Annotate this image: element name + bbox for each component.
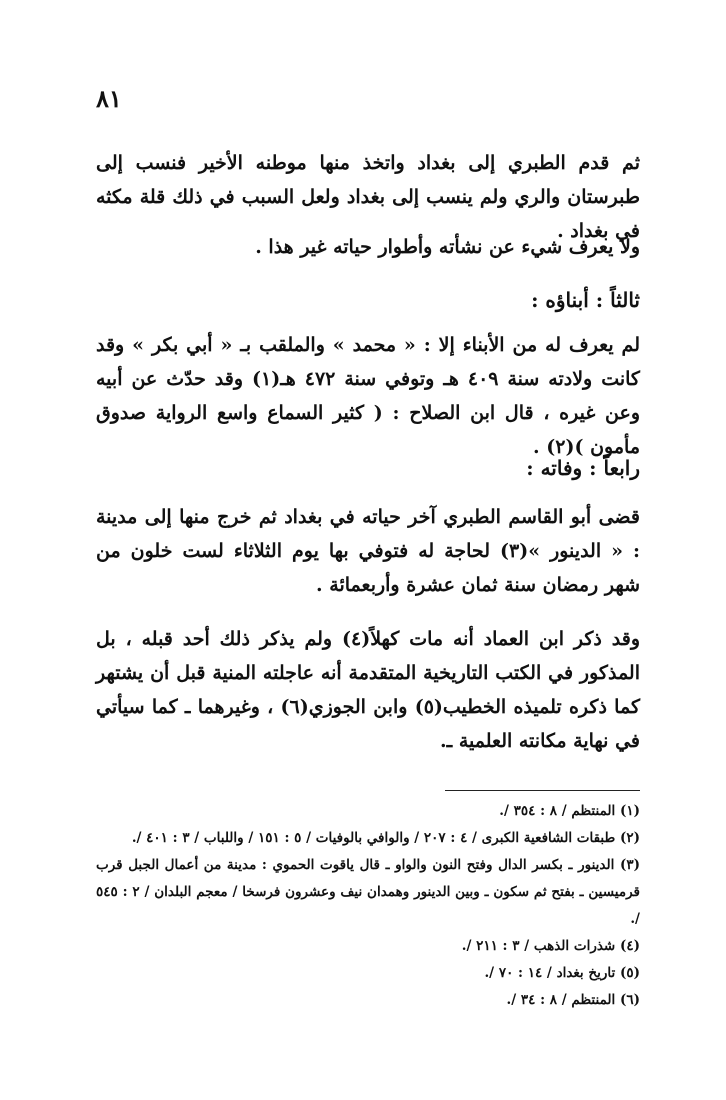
page-number: ٨١: [96, 84, 122, 113]
footnote-3: (٣) الدينور ـ بكسر الدال وفتح النون والواو ـ قال ياقوت الحموي : مدينة من أعمال الجبل قرب قرميسين ـ بفتح ثم سكون ـ وبين الدينور وهمدان نيف وعشرون فرسخا / معجم البلدان / ٢ : ٥٤٥ /.: [96, 857, 641, 927]
paragraph-origin: ثم قدم الطبري إلى بغداد واتخذ منها موطنه الأخير فنسب إلى طبرستان والري ولم ينسب إلى بغداد ولعل السبب في ذلك قلة مكثه في بغداد .: [96, 152, 640, 242]
paragraph-upbringing: ولا يعرف شيء عن نشأته وأطوار حياته غير هذا .: [255, 236, 640, 258]
footnote-1: (١) المنتظم / ٨ : ٣٥٤ /.: [499, 803, 640, 819]
footnote-6: (٦) المنتظم / ٨ : ٣٤ /.: [506, 992, 640, 1008]
paragraph-ibn-al-imad: وقد ذكر ابن العماد أنه مات كهلاً(٤) ولم يذكر ذلك أحد قبله ، بل المذكور في الكتب التاريخية المتقدمة أنه عاجلته المنية قبل أن يشتهر كما ذكره تلميذه الخطيب(٥) وابن الجوزي(٦) ، وغيرهما ـ كما سيأتي في نهاية مكانته العلمية ـ.: [96, 628, 640, 752]
footnote-divider: [445, 790, 640, 791]
heading-children: ثالثاً : أبناؤه :: [531, 288, 640, 312]
footnote-2: (٢) طبقات الشافعية الكبرى / ٤ : ٢٠٧ / والوافي بالوفيات / ٥ : ١٥١ / واللباب / ٣ : ٤٠١ /.: [131, 830, 640, 846]
footnote-4: (٤) شذرات الذهب / ٣ : ٢١١ /.: [461, 938, 640, 954]
paragraph-death: قضى أبو القاسم الطبري آخر حياته في بغداد ثم خرج منها إلى مدينة : « الدينور »(٣) لحاجة له فتوفي بها يوم الثلاثاء لست خلون من شهر رمضان سنة ثمان عشرة وأربعمائة .: [96, 506, 641, 596]
paragraph-children: لم يعرف له من الأبناء إلا : « محمد » والملقب بـ « أبي بكر » وقد كانت ولادته سنة ٤٠٩ هـ وتوفي سنة ٤٧٢ هـ(١) وقد حدّث عن أبيه وعن غيره ، قال ابن الصلاح : ( كثير السماع واسع الرواية صدوق مأمون )(٢) .: [96, 334, 640, 458]
heading-death: رابعاً : وفاته :: [526, 456, 640, 480]
footnotes-list: [96, 798, 640, 1014]
footnote-5: (٥) تاريخ بغداد / ١٤ : ٧٠ /.: [484, 965, 640, 981]
